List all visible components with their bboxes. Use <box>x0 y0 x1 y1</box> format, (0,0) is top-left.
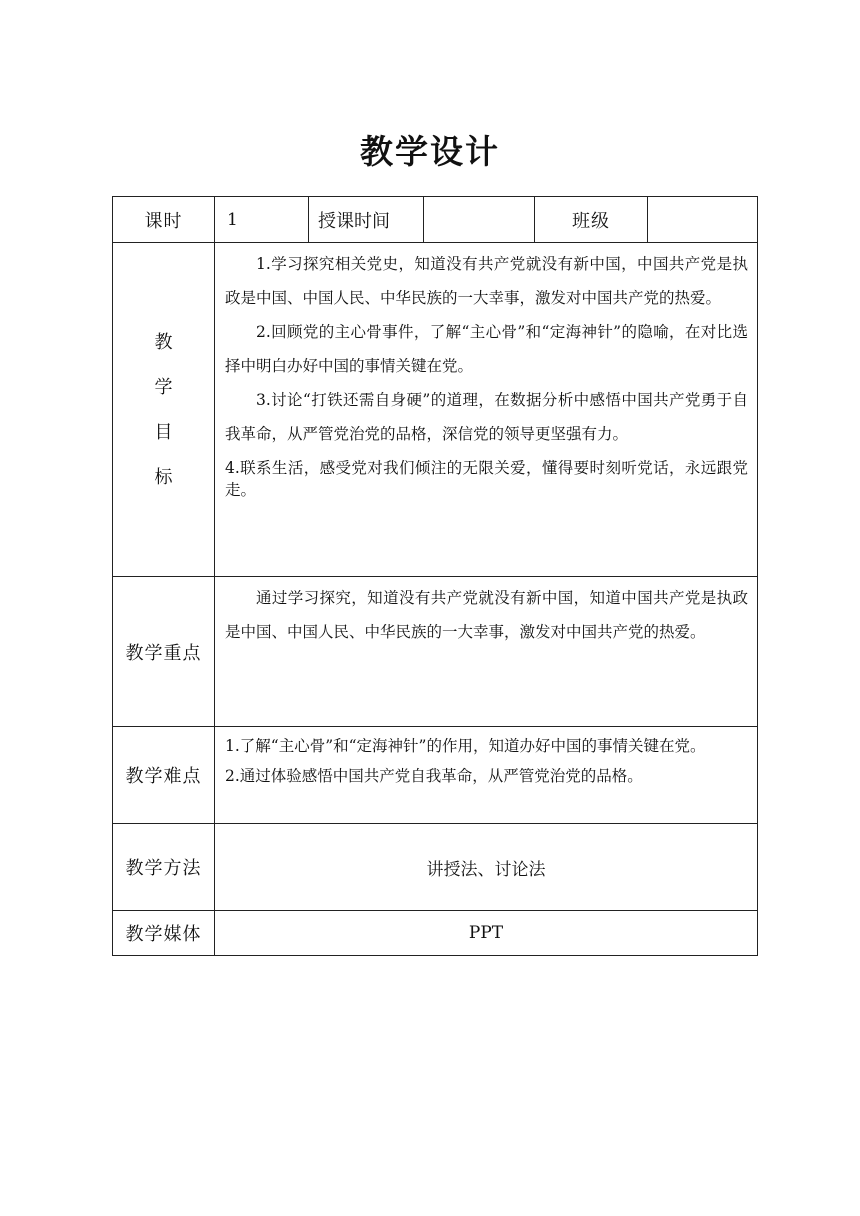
key-points-label: 教学重点 <box>113 577 215 727</box>
objective-item: 2.回顾党的主心骨事件，了解“主心骨”和“定海神针”的隐喻，在对比选择中明白办好中国的事情关键在党。 <box>225 323 748 375</box>
objective-item: 4.联系生活，感受党对我们倾注的无限关爱，懂得要时刻听党话，永远跟党走。 <box>225 459 748 499</box>
objectives-content <box>215 243 757 577</box>
lesson-value: 1 <box>215 197 309 243</box>
objective-item: 1.学习探究相关党史，知道没有共产党就没有新中国，中国共产党是执政是中国、中国人民、中华民族的一大幸事，激发对中国共产党的热爱。 <box>225 255 748 307</box>
class-label: 班级 <box>535 197 648 243</box>
lesson-plan-table <box>112 196 758 956</box>
media-label: 教学媒体 <box>113 911 215 955</box>
time-value <box>424 197 535 243</box>
objectives-label-char: 目 <box>154 421 173 443</box>
key-points-content <box>215 577 757 727</box>
objectives-label <box>113 243 215 577</box>
document-title: 教学设计 <box>360 132 500 171</box>
difficulties-label: 教学难点 <box>113 727 215 824</box>
media-value: PPT <box>468 923 504 943</box>
objectives-label-char: 学 <box>154 376 173 398</box>
time-label: 授课时间 <box>309 197 424 243</box>
objective-item: 3.讨论“打铁还需自身硬”的道理，在数据分析中感悟中国共产党勇于自我革命，从严管党治党的品格，深信党的领导更坚强有力。 <box>225 391 748 443</box>
lesson-label: 课时 <box>113 197 215 243</box>
objectives-label-char: 教 <box>154 331 173 353</box>
methods-label: 教学方法 <box>113 824 215 911</box>
difficulty-item: 1.了解“主心骨”和“定海神针”的作用，知道办好中国的事情关键在党。 <box>225 737 706 755</box>
objectives-label-char: 标 <box>154 466 173 488</box>
difficulties-content <box>215 727 757 824</box>
difficulty-item: 2.通过体验感悟中国共产党自我革命，从严管党治党的品格。 <box>225 767 643 785</box>
methods-value: 讲授法、讨论法 <box>215 824 757 911</box>
class-value <box>648 197 757 243</box>
key-points-text: 通过学习探究，知道没有共产党就没有新中国，知道中国共产党是执政是中国、中国人民、中华民族的一大幸事，激发对中国共产党的热爱。 <box>225 589 748 641</box>
